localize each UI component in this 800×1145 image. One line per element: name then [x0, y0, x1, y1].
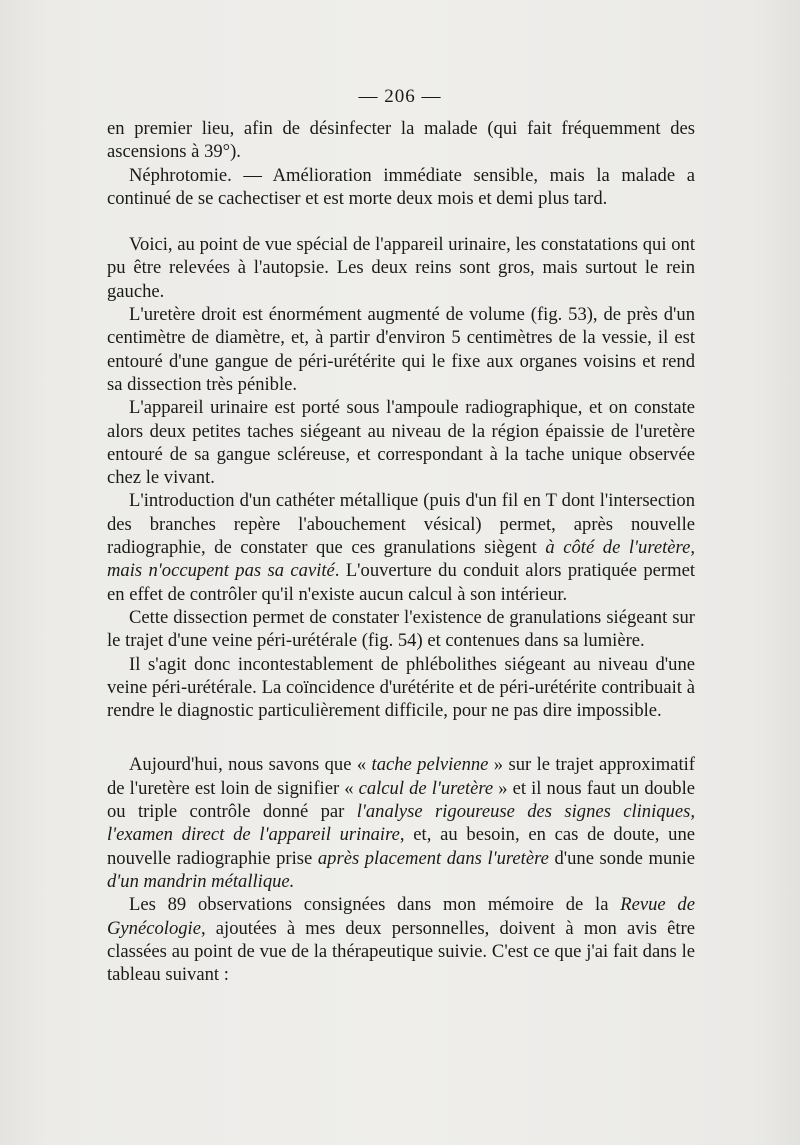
paragraph: [107, 303, 695, 396]
paragraph: [107, 233, 695, 303]
text-run: d'une sonde munie: [548, 847, 695, 869]
italic-run: calcul de l'uretère: [358, 777, 494, 799]
paragraph: [107, 164, 695, 211]
text-run: L'uretère droit est énormément augmenté de volume (fig. 53), de près d'un centimètre de diamètre, et, à partir d'environ 5 centimètres de la vessie, il est entouré d'une gangue de péri-urétérite qui le fixe aux organes voisins et rend sa dissection très pénible.: [107, 304, 695, 395]
text-run: Néphrotomie. — Amélioration immédiate sensible, mais la malade a continué de se cachectiser et est morte deux mois et demi plus tard.: [107, 164, 695, 209]
text-run: Il s'agit donc incontestablement de phlébolithes siégeant au niveau d'une veine péri-urétérale. La coïncidence d'urétérite et de péri-urétérite contribuait à rendre le diagnostic particulièrement difficile, pour ne pas dire impossible.: [107, 653, 695, 722]
paragraph: [107, 117, 695, 164]
text-run: Cette dissection permet de constater l'existence de granulations siégeant sur le trajet d'une veine péri-urétérale (fig. 54) et contenues dans sa lumière.: [107, 606, 695, 652]
text-run: , ajoutées à mes deux personnelles, doivent à mon avis être classées au point de vue de la thérapeutique suivie. C'est ce que j'ai fait dans le tableau suivant :: [107, 917, 695, 986]
paragraph: [107, 489, 695, 605]
paragraph: [107, 753, 695, 893]
body-text: [107, 117, 695, 986]
paragraph: [107, 893, 695, 986]
paragraph: [107, 606, 695, 653]
text-run: , et, au besoin, en cas de doute, une nouvelle radiographie prise: [107, 824, 695, 869]
text-run: L'introduction d'un cathéter métallique (puis d'un fil en T dont l'intersection des branches repère l'abouchement vésical) permet, après nouvelle radiographie, de constater que ces granulations siègent: [107, 490, 695, 559]
text-run: Aujourd'hui, nous savons que «: [129, 754, 372, 776]
italic-run: Revue de Gynécologie: [107, 894, 695, 939]
text-run: L'appareil urinaire est porté sous l'ampoule radiographique, et on constate alors deux petites taches siégeant au niveau de la région épaissie de l'uretère entouré de sa gangue scléreuse, et correspondant à la tache unique observée chez le vivant.: [107, 397, 695, 489]
text-run: . L'ouverture du conduit alors pratiquée permet en effet de contrôler qu'il n'existe aucun calcul à son intérieur.: [107, 560, 695, 605]
italic-run: à côté de l'uretère, mais n'occupent pas sa cavité: [107, 537, 695, 582]
italic-run: tache pelvienne: [371, 754, 489, 776]
text-run: Les 89 observations consignées dans mon mémoire de la: [129, 894, 621, 916]
italic-run: l'analyse rigoureuse des signes cliniques, l'examen direct de l'appareil urinaire: [107, 801, 695, 846]
paragraph: [107, 653, 695, 723]
italic-run: d'un mandrin métallique.: [107, 870, 295, 892]
page-number: — 206 —: [358, 86, 442, 107]
text-run: Voici, au point de vue spécial de l'appareil urinaire, les constatations qui ont pu être relevées à l'autopsie. Les deux reins sont gros, mais surtout le rein gauche.: [107, 234, 695, 302]
text-run: » et il nous faut un double ou triple contrôle donné par: [107, 777, 695, 823]
text-run: en premier lieu, afin de désinfecter la malade (qui fait fréquemment des ascensions à 39°).: [107, 118, 695, 163]
paragraph: [107, 396, 695, 489]
text-run: » sur le trajet approximatif de l'uretère est loin de signifier «: [107, 754, 696, 799]
italic-run: après placement dans l'uretère: [317, 847, 549, 869]
